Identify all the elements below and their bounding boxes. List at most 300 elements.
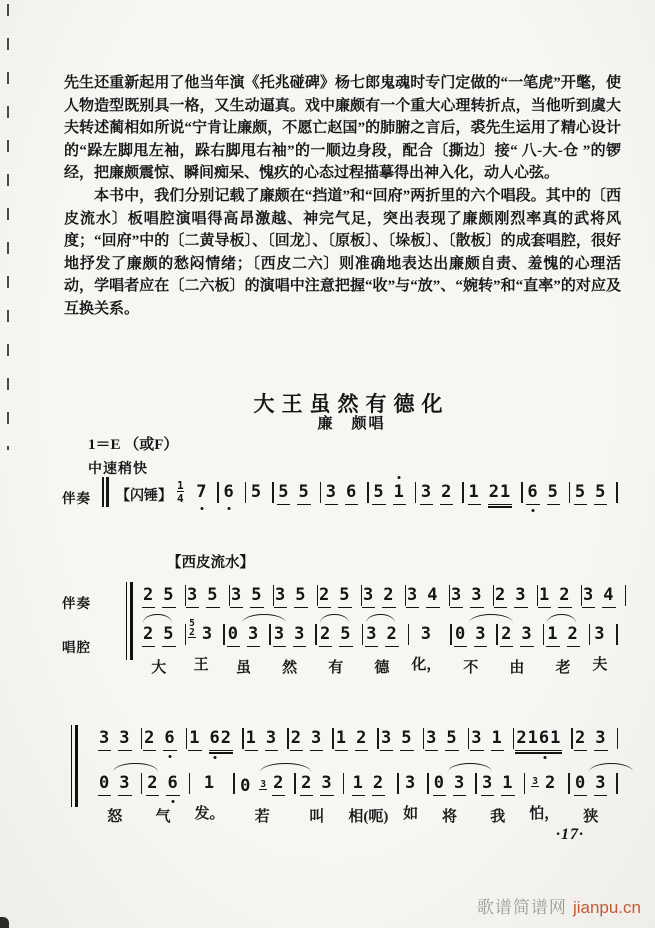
note-digit: 5: [446, 728, 458, 748]
lyric: 老: [555, 660, 571, 676]
note-group: [425, 728, 438, 751]
note-group: [538, 585, 551, 608]
note-digit: 5: [298, 482, 310, 502]
note-digit: 1: [393, 482, 405, 502]
measure-unit: [319, 624, 363, 677]
measure-notes: [574, 773, 608, 796]
note-digit: 2: [495, 585, 507, 605]
note-group: [98, 773, 111, 796]
note-group: [310, 728, 323, 751]
measure-unit: [335, 728, 379, 751]
note-group: [594, 728, 607, 751]
measure-notes: [250, 482, 263, 502]
note-digit: 3: [407, 585, 419, 605]
measure-unit: [494, 585, 538, 608]
note-digit: 5: [339, 585, 351, 605]
measure-notes: [425, 728, 459, 751]
note-digit: 6: [346, 482, 358, 502]
note-group: [274, 585, 287, 608]
note-group: [491, 728, 504, 751]
barline: [186, 728, 188, 749]
slur-arc: [589, 763, 633, 772]
note-group: [345, 482, 358, 505]
note-digit: 3: [420, 482, 433, 502]
measure: [380, 728, 414, 751]
barline: [415, 482, 417, 503]
note-group: [602, 585, 615, 608]
measure-notes: [245, 728, 279, 751]
barline: [242, 728, 244, 749]
lyric: 怒: [107, 809, 123, 825]
note-group: [365, 624, 378, 647]
lyric: 将: [442, 809, 458, 825]
barline: [245, 482, 247, 503]
measure: [420, 482, 454, 505]
barline: [568, 773, 570, 794]
note-group: [239, 776, 252, 796]
measure-notes: [146, 773, 180, 796]
measure-notes: [593, 624, 606, 644]
measure: [403, 773, 418, 823]
measure-unit: [546, 624, 590, 677]
slur-arc: [448, 763, 492, 772]
measure-notes: [372, 482, 406, 505]
measure-notes: [325, 482, 359, 505]
note-digit: 6: [538, 728, 551, 748]
slur-arc: [547, 614, 576, 623]
accompaniment-label: 伴奏: [62, 596, 91, 611]
measure: [245, 728, 279, 751]
barline: [513, 728, 515, 749]
barline: [343, 773, 345, 794]
measure: [239, 773, 285, 826]
measure-notes: [335, 728, 369, 751]
note-digit: 3: [381, 728, 393, 748]
barline: [217, 482, 219, 503]
note-group: [380, 728, 393, 751]
note-group: [162, 624, 175, 647]
note-group: [162, 585, 175, 608]
note-group: [118, 773, 131, 796]
note-digit: 1: [500, 482, 512, 502]
measure-notes: [380, 728, 414, 751]
measure-notes: [574, 482, 608, 505]
measure: [515, 728, 562, 751]
note-digit: 3: [119, 728, 131, 748]
watermark: [0, 893, 641, 918]
measure-notes: [420, 482, 454, 505]
measure: [195, 482, 208, 502]
note-digit: 5: [574, 482, 587, 502]
note-digit: 6: [527, 482, 539, 502]
note-digit: 7: [196, 482, 208, 502]
measure-unit: [274, 585, 318, 608]
barline: [185, 624, 187, 645]
note-digit: 2: [143, 624, 155, 644]
watermark-url: jianpu.cn: [572, 898, 641, 917]
note-group: [223, 482, 236, 502]
barline: [524, 773, 526, 794]
measure-notes: [98, 728, 132, 751]
note-group: [594, 773, 607, 796]
barline: [397, 773, 399, 794]
barline: [287, 728, 289, 749]
note-digit: 1: [468, 482, 480, 502]
note-digit: 0: [433, 773, 446, 793]
measure-unit: [574, 728, 618, 751]
paragraph-1: 先生还重新起用了他当年演《托兆碰碑》杨七郎鬼魂时专门定做的“一笔虎”开氅，使人物造型既别具一格，又生动逼真。戏中廉颇有一个重大心理转折点，当他听到虞大夫转述蔺相如所说“宁肯让廉颇，不愿亡赵国”的肺腑之言后，裘先生运用了精心设计的“跺左脚甩左袖，跺右脚甩右袖”的一顺边身段，配合〔撕边〕接“ 八-大-仓 ”的锣经，把廉颇震惊、瞬间痴呆、愧疚的心态过程描摹得出神入化，动人心弦。: [64, 75, 621, 182]
measure: [433, 773, 467, 826]
measure-unit: [454, 624, 498, 677]
note-group: [574, 482, 587, 505]
note-group: [470, 728, 483, 751]
note-digit: 5: [250, 482, 263, 502]
measure-notes: [470, 728, 504, 751]
measure-unit: [273, 624, 317, 677]
measure-unit: [592, 624, 618, 674]
note-digit: 3: [119, 773, 131, 793]
measure-notes: [468, 482, 513, 505]
note-group: [420, 624, 433, 644]
time-signature: [177, 480, 184, 505]
note-group: [335, 728, 348, 751]
measure: [470, 728, 504, 751]
measure: [274, 585, 308, 608]
lyric: 虽: [236, 660, 252, 676]
note-digit: 2: [567, 624, 579, 644]
note-group: [454, 624, 467, 647]
notation-system-1: [62, 585, 618, 677]
song-title: 大王虽然有德化: [253, 392, 450, 417]
measure-unit: [186, 585, 230, 608]
note-group: [468, 482, 481, 505]
measure-notes: [362, 585, 396, 608]
lyric: 叫: [309, 809, 325, 825]
measure-notes: [546, 624, 580, 647]
note-group: [203, 773, 216, 793]
measure: [450, 585, 484, 608]
paragraph-2: 本书中，我们分别记载了廉颇在“挡道”和“回府”两折里的六个唱段。其中的〔西皮流水〕板唱腔演唱得高昂激越、神完气足，突出表现了廉颇刚烈率真的武将风度；“回府”中的〔二黄导板〕、〔回龙〕、〔原板〕、〔垛板〕、〔散板〕的成套唱腔，很好地抒发了廉颇的愁闷情绪；〔西皮二六〕则准确地表达出廉颇自责、羞愧的心理活动，学唱者应在〔二六板〕的演唱中注意把握“收”与“放”、“婉转”和“直率”的对应及互换关系。: [64, 187, 621, 317]
measure-unit: [529, 773, 570, 823]
scan-corner-mark: [0, 917, 9, 928]
measure: [494, 585, 528, 608]
note-digit: 6: [209, 728, 221, 748]
note-digit: 2: [372, 773, 385, 793]
measure-unit: [372, 482, 416, 505]
note-group: [227, 624, 240, 647]
measure: [273, 624, 307, 677]
barline: [189, 773, 191, 794]
measure-notes: [582, 585, 616, 608]
measure-notes: [230, 585, 264, 608]
measure-notes: [319, 624, 353, 647]
note-digit: 3: [294, 624, 306, 644]
measure-notes: [406, 585, 440, 608]
measure-unit: [420, 482, 464, 505]
measure-notes: [227, 624, 261, 647]
note-group: [338, 585, 351, 608]
barline: [450, 624, 452, 645]
note-group: [544, 773, 557, 793]
page-number: ·17·: [556, 826, 584, 843]
measure: [546, 624, 580, 677]
vocal-label: 唱腔: [62, 640, 91, 655]
note-group: [352, 773, 365, 796]
key-signature: 1＝E （或F）: [88, 437, 179, 453]
measure: [574, 482, 608, 505]
measure: [574, 728, 608, 751]
barline: [543, 624, 545, 645]
measure-unit: [250, 482, 274, 503]
system-bracket: [71, 725, 79, 807]
measure-unit: [230, 585, 274, 608]
measure-notes: [450, 585, 484, 608]
grace-digit: 3: [260, 779, 267, 790]
time-signature-numerator: 1: [177, 479, 184, 492]
note-digit: 3: [248, 624, 260, 644]
note-digit: 1: [189, 728, 201, 748]
measure-notes: [515, 728, 562, 751]
measure-notes: [273, 624, 307, 647]
note-digit: 5: [401, 728, 413, 748]
note-digit: 2: [320, 624, 332, 644]
note-digit: 4: [427, 585, 439, 605]
measure-unit: [318, 585, 362, 608]
measure: [372, 482, 406, 505]
note-digit: 3: [595, 728, 607, 748]
measure-unit: [195, 482, 219, 503]
note-digit: 3: [426, 728, 438, 748]
note-group: [272, 773, 285, 796]
lyric: 我: [490, 809, 506, 825]
note-group: [166, 773, 179, 796]
measure: [188, 618, 214, 674]
measure-unit: [348, 773, 399, 826]
note-group: [142, 624, 155, 647]
note-group: [209, 728, 234, 751]
note-digit: 2: [301, 773, 313, 793]
note-group: [453, 773, 466, 796]
note-digit: 5: [207, 585, 219, 605]
note-digit: 3: [521, 624, 533, 644]
tempo-marking: 中速稍快: [88, 462, 148, 477]
barline: [269, 624, 271, 645]
note-group: [450, 585, 463, 608]
note-digit: 1: [547, 624, 559, 644]
measure-notes: [454, 624, 488, 647]
note-group: [481, 773, 494, 796]
measure: [348, 773, 388, 826]
grace-note: [259, 780, 267, 790]
note-digit: 3: [311, 728, 323, 748]
measure-notes: [143, 728, 177, 751]
measure-notes: [186, 585, 220, 608]
note-group: [433, 773, 446, 796]
note-group: [393, 482, 406, 505]
measure: [592, 624, 607, 674]
measure: [425, 728, 459, 751]
note-group: [514, 585, 527, 608]
measure-unit: [406, 585, 450, 608]
note-group: [594, 482, 607, 505]
note-digit: 2: [488, 482, 500, 502]
measure: [362, 585, 396, 608]
note-group: [290, 728, 303, 751]
note-group: [245, 728, 258, 751]
note-group: [526, 482, 539, 505]
note-digit: 2: [273, 773, 285, 793]
lyric: 然: [282, 660, 298, 676]
measure-unit: [143, 728, 187, 751]
note-digit: 3: [471, 585, 483, 605]
measure-unit: [188, 618, 224, 674]
system-bracket: [126, 582, 134, 660]
barline: [332, 728, 334, 749]
note-digit: 6: [164, 728, 176, 748]
intro-notation-rows: [102, 479, 618, 507]
note-digit: 5: [295, 585, 307, 605]
measure-notes: [223, 482, 236, 502]
note-digit: 1: [539, 585, 551, 605]
note-group: [420, 482, 433, 505]
measure-unit: [223, 482, 247, 503]
notation-system-2: [62, 728, 618, 826]
note-digit: 5: [278, 482, 290, 502]
note-digit: 2: [356, 728, 368, 748]
note-group: [372, 482, 385, 505]
barline: [496, 624, 498, 645]
barline: [625, 585, 627, 606]
note-group: [574, 728, 587, 751]
note-group: [488, 482, 513, 505]
note-digit: 1: [245, 728, 257, 748]
slur-arc: [143, 614, 172, 623]
barline: [362, 624, 364, 645]
measure-unit: [194, 773, 235, 823]
article-text: [64, 72, 621, 321]
note-group: [293, 624, 306, 647]
measure-unit: [470, 728, 514, 751]
note-group: [143, 728, 156, 751]
note-digit: 2: [383, 585, 395, 605]
note-digit: 0: [99, 773, 111, 793]
measure-unit: [450, 585, 494, 608]
measure-unit: [380, 728, 424, 751]
note-digit: 2: [290, 728, 302, 748]
note-digit: 2: [516, 728, 528, 748]
note-group: [186, 585, 199, 608]
note-group: [372, 773, 385, 796]
note-digit: 2: [501, 624, 513, 644]
measure-notes: [574, 728, 608, 751]
note-digit: 1: [335, 728, 348, 748]
measure: [526, 482, 560, 505]
note-digit: 2: [147, 773, 159, 793]
note-digit: 5: [340, 624, 352, 644]
measure: [365, 624, 399, 677]
measure-notes: [300, 773, 334, 796]
note-group: [440, 482, 453, 505]
measure-notes: [500, 624, 534, 647]
grace-digit: 3: [532, 776, 538, 787]
note-group: [382, 585, 395, 608]
note-group: [445, 728, 458, 751]
measure-notes: [404, 773, 417, 793]
note-group: [98, 728, 111, 751]
measure-unit: [98, 773, 142, 826]
barline: [408, 624, 410, 645]
measure: [300, 773, 334, 826]
barline: [223, 624, 225, 645]
measure-notes: [277, 482, 311, 505]
note-group: [250, 482, 263, 502]
note-digit: 3: [265, 728, 278, 748]
measure-notes: [98, 773, 132, 796]
lyric: 化，: [411, 657, 442, 673]
barline: [589, 624, 591, 645]
note-group: [273, 624, 286, 647]
barline: [377, 728, 379, 749]
measure-unit: [538, 585, 582, 608]
measure: [194, 773, 224, 823]
note-group: [400, 728, 413, 751]
measure-notes: [365, 624, 399, 647]
watermark-site-name: 歌谱简谱网: [476, 898, 567, 917]
note-group: [546, 624, 559, 647]
measure: [143, 728, 177, 751]
lyric: 德: [374, 660, 390, 676]
note-group: [294, 585, 307, 608]
note-digit: 3: [471, 728, 483, 748]
measure: [318, 585, 352, 608]
note-digit: 2: [559, 585, 571, 605]
slur-arc: [366, 614, 395, 623]
measure-unit: [245, 728, 289, 751]
measure: [227, 624, 261, 677]
note-group: [470, 585, 483, 608]
xipi-liushui-label: 【西皮流水】: [167, 555, 254, 571]
note-digit: 1: [550, 728, 562, 748]
measure-notes: [142, 585, 176, 608]
measure: [529, 773, 559, 823]
note-group: [142, 585, 155, 608]
measure-unit: [411, 624, 452, 674]
line-lead: [102, 479, 190, 507]
measure: [186, 585, 220, 608]
measure-notes: [531, 773, 557, 793]
note-digit: 2: [544, 773, 557, 793]
system-1-rows: [142, 585, 618, 677]
measure-unit: [325, 482, 369, 505]
note-group: [163, 728, 176, 751]
lyric: 由: [509, 660, 525, 676]
measure-unit: [574, 482, 618, 505]
measure-unit: [403, 773, 429, 823]
singer-credit: 廉 颇唱: [317, 416, 386, 432]
note-digit: 5: [595, 482, 607, 502]
note-digit: 1: [203, 773, 216, 793]
barline: [571, 728, 573, 749]
lyric: 狭: [583, 809, 599, 825]
note-group: [406, 585, 419, 608]
lyric: 相(呃): [348, 809, 389, 825]
measure: [411, 624, 441, 674]
note-group: [195, 482, 208, 502]
note-digit: 1: [491, 728, 503, 748]
note-digit: 3: [451, 585, 463, 605]
notation-line: [98, 773, 618, 826]
note-group: [206, 585, 219, 608]
